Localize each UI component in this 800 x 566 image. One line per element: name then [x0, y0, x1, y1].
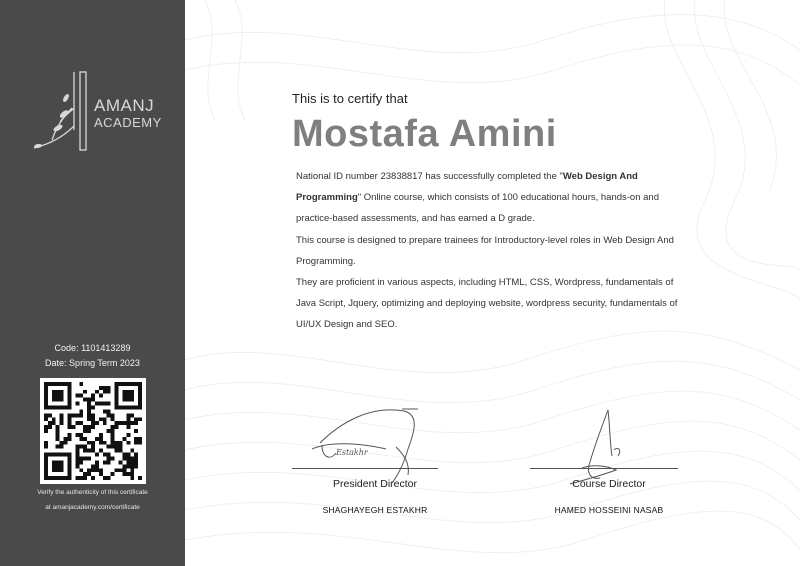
leaf-logo-icon [30, 70, 94, 155]
brand-subtitle: ACADEMY [94, 115, 162, 130]
verify-url[interactable]: at amanjacademy.com/certificate [45, 504, 140, 511]
academy-logo [30, 70, 180, 155]
completion-paragraph: National ID number 23838817 has successfully completed the "Web Design And Programming" Online course, which consists of 100 educational hours, hands-on and practice-based assessments, and has earned a D grade. [296, 171, 659, 225]
course-director-role: Course Director [572, 478, 646, 490]
verification-qr-code[interactable] [40, 378, 146, 484]
course-director-name: HAMED HOSSEINI NASAB [554, 505, 664, 515]
certificate-date: Date: Spring Term 2023 [45, 358, 140, 368]
course-purpose-paragraph: This course is designed to prepare trainees for Introductory-level roles in Web Design And Programming. [296, 234, 674, 267]
brand-name: AMANJ [94, 96, 155, 115]
skills-paragraph: They are proficient in various aspects, including HTML, CSS, Wordpress, fundamentals of Java Script, Jquery, optimizing and deploying website, wordpress security, fundamentals of UI/UX Design and SEO. [296, 277, 678, 331]
verify-text: Verify the authenticity of this certificate [37, 489, 148, 496]
recipient-name: Mostafa Amini [292, 113, 557, 155]
certificate-body [296, 166, 696, 336]
president-signature [300, 403, 440, 483]
president-role: President Director [332, 478, 418, 490]
svg-text:Estakhr: Estakhr [336, 448, 368, 457]
certificate-code: Code: 1101413289 [54, 343, 131, 353]
president-name: SHAGHAYEGH ESTAKHR [322, 505, 428, 515]
certify-lead: This is to certify that [292, 91, 408, 106]
course-title: Web Design And Programming [296, 171, 638, 204]
course-director-signature [560, 408, 640, 488]
sidebar [0, 0, 185, 566]
